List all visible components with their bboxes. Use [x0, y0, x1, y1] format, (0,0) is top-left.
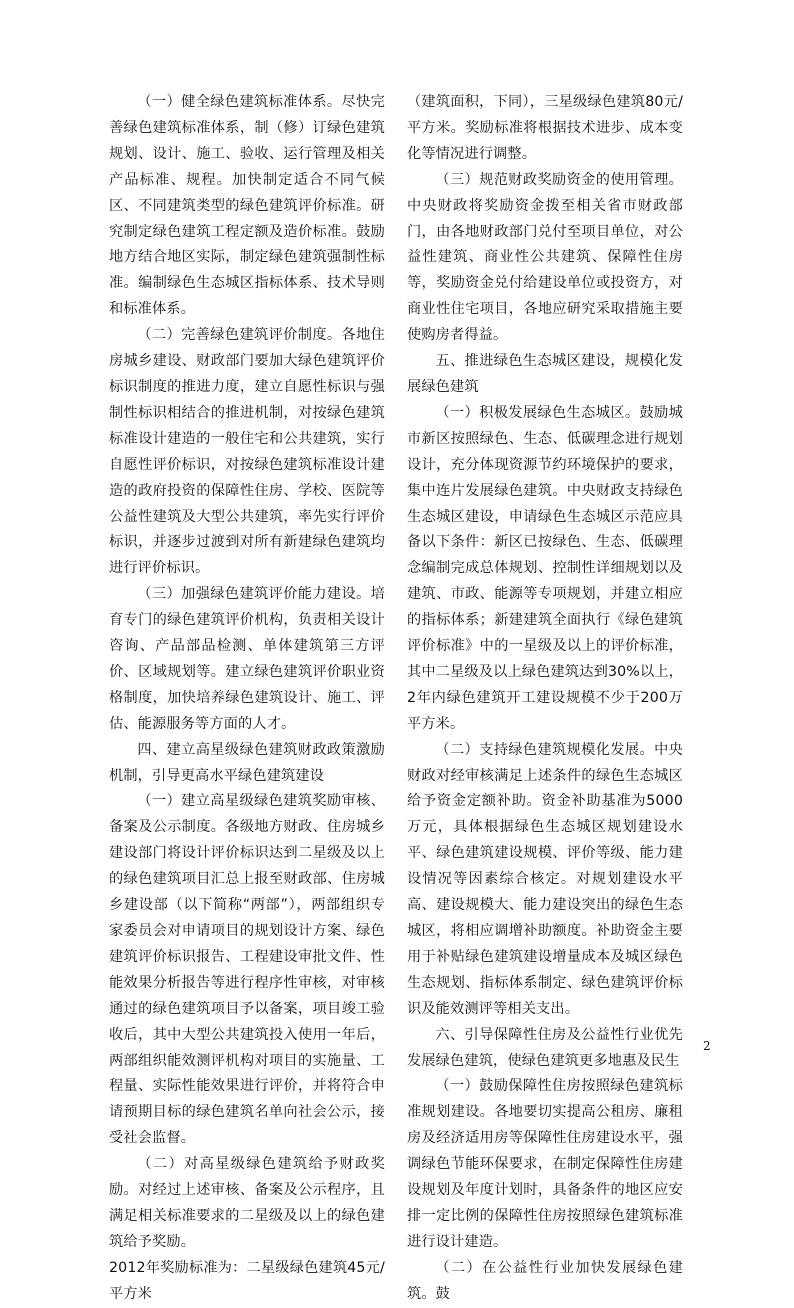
- section-heading: 四、建立高星级绿色建筑财政政策激励机制，引导更高水平绿色建筑建设: [109, 741, 385, 784]
- paragraph: （三）加强绿色建筑评价能力建设。培育专门的绿色建筑评价机构，负责相关设计咨询、产品部品检测、单体建筑第三方评价、区域规划等。建立绿色建筑评价职业资格制度，加快培养绿色建筑设计、施工、评估、能源服务等方面的人才。: [109, 586, 385, 732]
- page-number: 2: [703, 1039, 711, 1053]
- paragraph: （三）规范财政奖励资金的使用管理。中央财政将奖励资金拨至相关省市财政部门，由各地财政部门兑付至项目单位，对公益性建筑、商业性公共建筑、保障性住房等，奖励资金兑付给建设单位或投资方，对商业性住宅项目，各地应研究采取措施主要使购房者得益。: [407, 171, 683, 344]
- paragraph: （二）支持绿色建筑规模化发展。中央财政对经审核满足上述条件的绿色生态城区给予资金定额补助。资金补助基准为5000万元，具体根据绿色生态城区规划建设水平、绿色建筑建设规模、评价等级、能力建设情况等因素综合核定。对规划建设水平高、建设规模大、能力建设突出的绿色生态城区，将相应调增补助额度。补助资金主要用于补贴绿色建筑建设增量成本及城区绿色生态规划、指标体系制定、绿色建筑评价标识及能效测评等相关支出。: [407, 741, 683, 1017]
- paragraph: （二）对高星级绿色建筑给予财政奖励。对经过上述审核、备案及公示程序，且满足相关标准要求的二星级及以上的绿色建筑给予奖励。: [109, 1156, 385, 1250]
- paragraph: 2012年奖励标准为：二星级绿色建筑45元/平方米: [109, 1259, 385, 1302]
- paragraph: （二）完善绿色建筑评价制度。各地住房城乡建设、财政部门要加大绿色建筑评价标识制度的推进力度，建立自愿性标识与强制性标识相结合的推进机制，对按绿色建筑标准设计建造的一般住宅和公共建筑，实行自愿性评价标识，对按绿色建筑标准设计建造的政府投资的保障性住房、学校、医院等公益性建筑及大型公共建筑，率先实行评价标识，并逐步过渡到对所有新建绿色建筑均进行评价标识。: [109, 327, 385, 577]
- section-heading: 五、推进绿色生态城区建设，规模化发展绿色建筑: [407, 353, 683, 395]
- section-heading: 六、引导保障性住房及公益性行业优先发展绿色建筑，使绿色建筑更多地惠及民生: [407, 1026, 683, 1069]
- paragraph: （二）在公益性行业加快发展绿色建筑。鼓: [407, 1259, 683, 1302]
- paragraph: （一）建立高星级绿色建筑奖励审核、备案及公示制度。各级地方财政、住房城乡建设部门将设计评价标识达到二星级及以上的绿色建筑项目汇总上报至财政部、住房城乡建设部（以下简称“两部”），两部组织专家委员会对申请项目的规划设计方案、绿色建筑评价标识报告、工程建设审批文件、性能效果分析报告等进行程序性审核，对审核通过的绿色建筑项目予以备案，项目竣工验收后，其中大型公共建筑投入使用一年后，两部组织能效测评机构对项目的实施量、工程量、实际性能效果进行评价，并将符合申请预期目标的绿色建筑名单向社会公示，接受社会监督。: [109, 793, 385, 1147]
- paragraph: （一）积极发展绿色生态城区。鼓励城市新区按照绿色、生态、低碳理念进行规划设计，充分体现资源节约环境保护的要求，集中连片发展绿色建筑。中央财政支持绿色生态城区建设，申请绿色生态城区示范应具备以下条件：新区已按绿色、生态、低碳理念编制完成总体规划、控制性详细规划以及建筑、市政、能源等专项规划，并建立相应的指标体系；新建建筑全面执行《绿色建筑评价标准》中的一星级及以上的评价标准，其中二星级及以上绿色建筑达到30%以上，2年内绿色建筑开工建设规模不少于200万平方米。: [407, 404, 683, 732]
- right-column: [407, 90, 683, 1308]
- left-column: [109, 90, 385, 1308]
- paragraph: （建筑面积，下同），三星级绿色建筑80元/平方米。奖励标准将根据技术进步、成本变化等情况进行调整。: [407, 94, 683, 162]
- paragraph: （一）健全绿色建筑标准体系。尽快完善绿色建筑标准体系，制（修）订绿色建筑规划、设计、施工、验收、运行管理及相关产品标准、规程。加快制定适合不同气候区、不同建筑类型的绿色建筑评价标准。研究制定绿色建筑工程定额及造价标准。鼓励地方结合地区实际，制定绿色建筑强制性标准。编制绿色生态城区指标体系、技术导则和标准体系。: [109, 94, 385, 318]
- paragraph: （一）鼓励保障性住房按照绿色建筑标准规划建设。各地要切实提高公租房、廉租房及经济适用房等保障性住房建设水平，强调绿色节能环保要求，在制定保障性住房建设规划及年度计划时，具备条件的地区应安排一定比例的保障性住房按照绿色建筑标准进行设计建造。: [407, 1078, 683, 1250]
